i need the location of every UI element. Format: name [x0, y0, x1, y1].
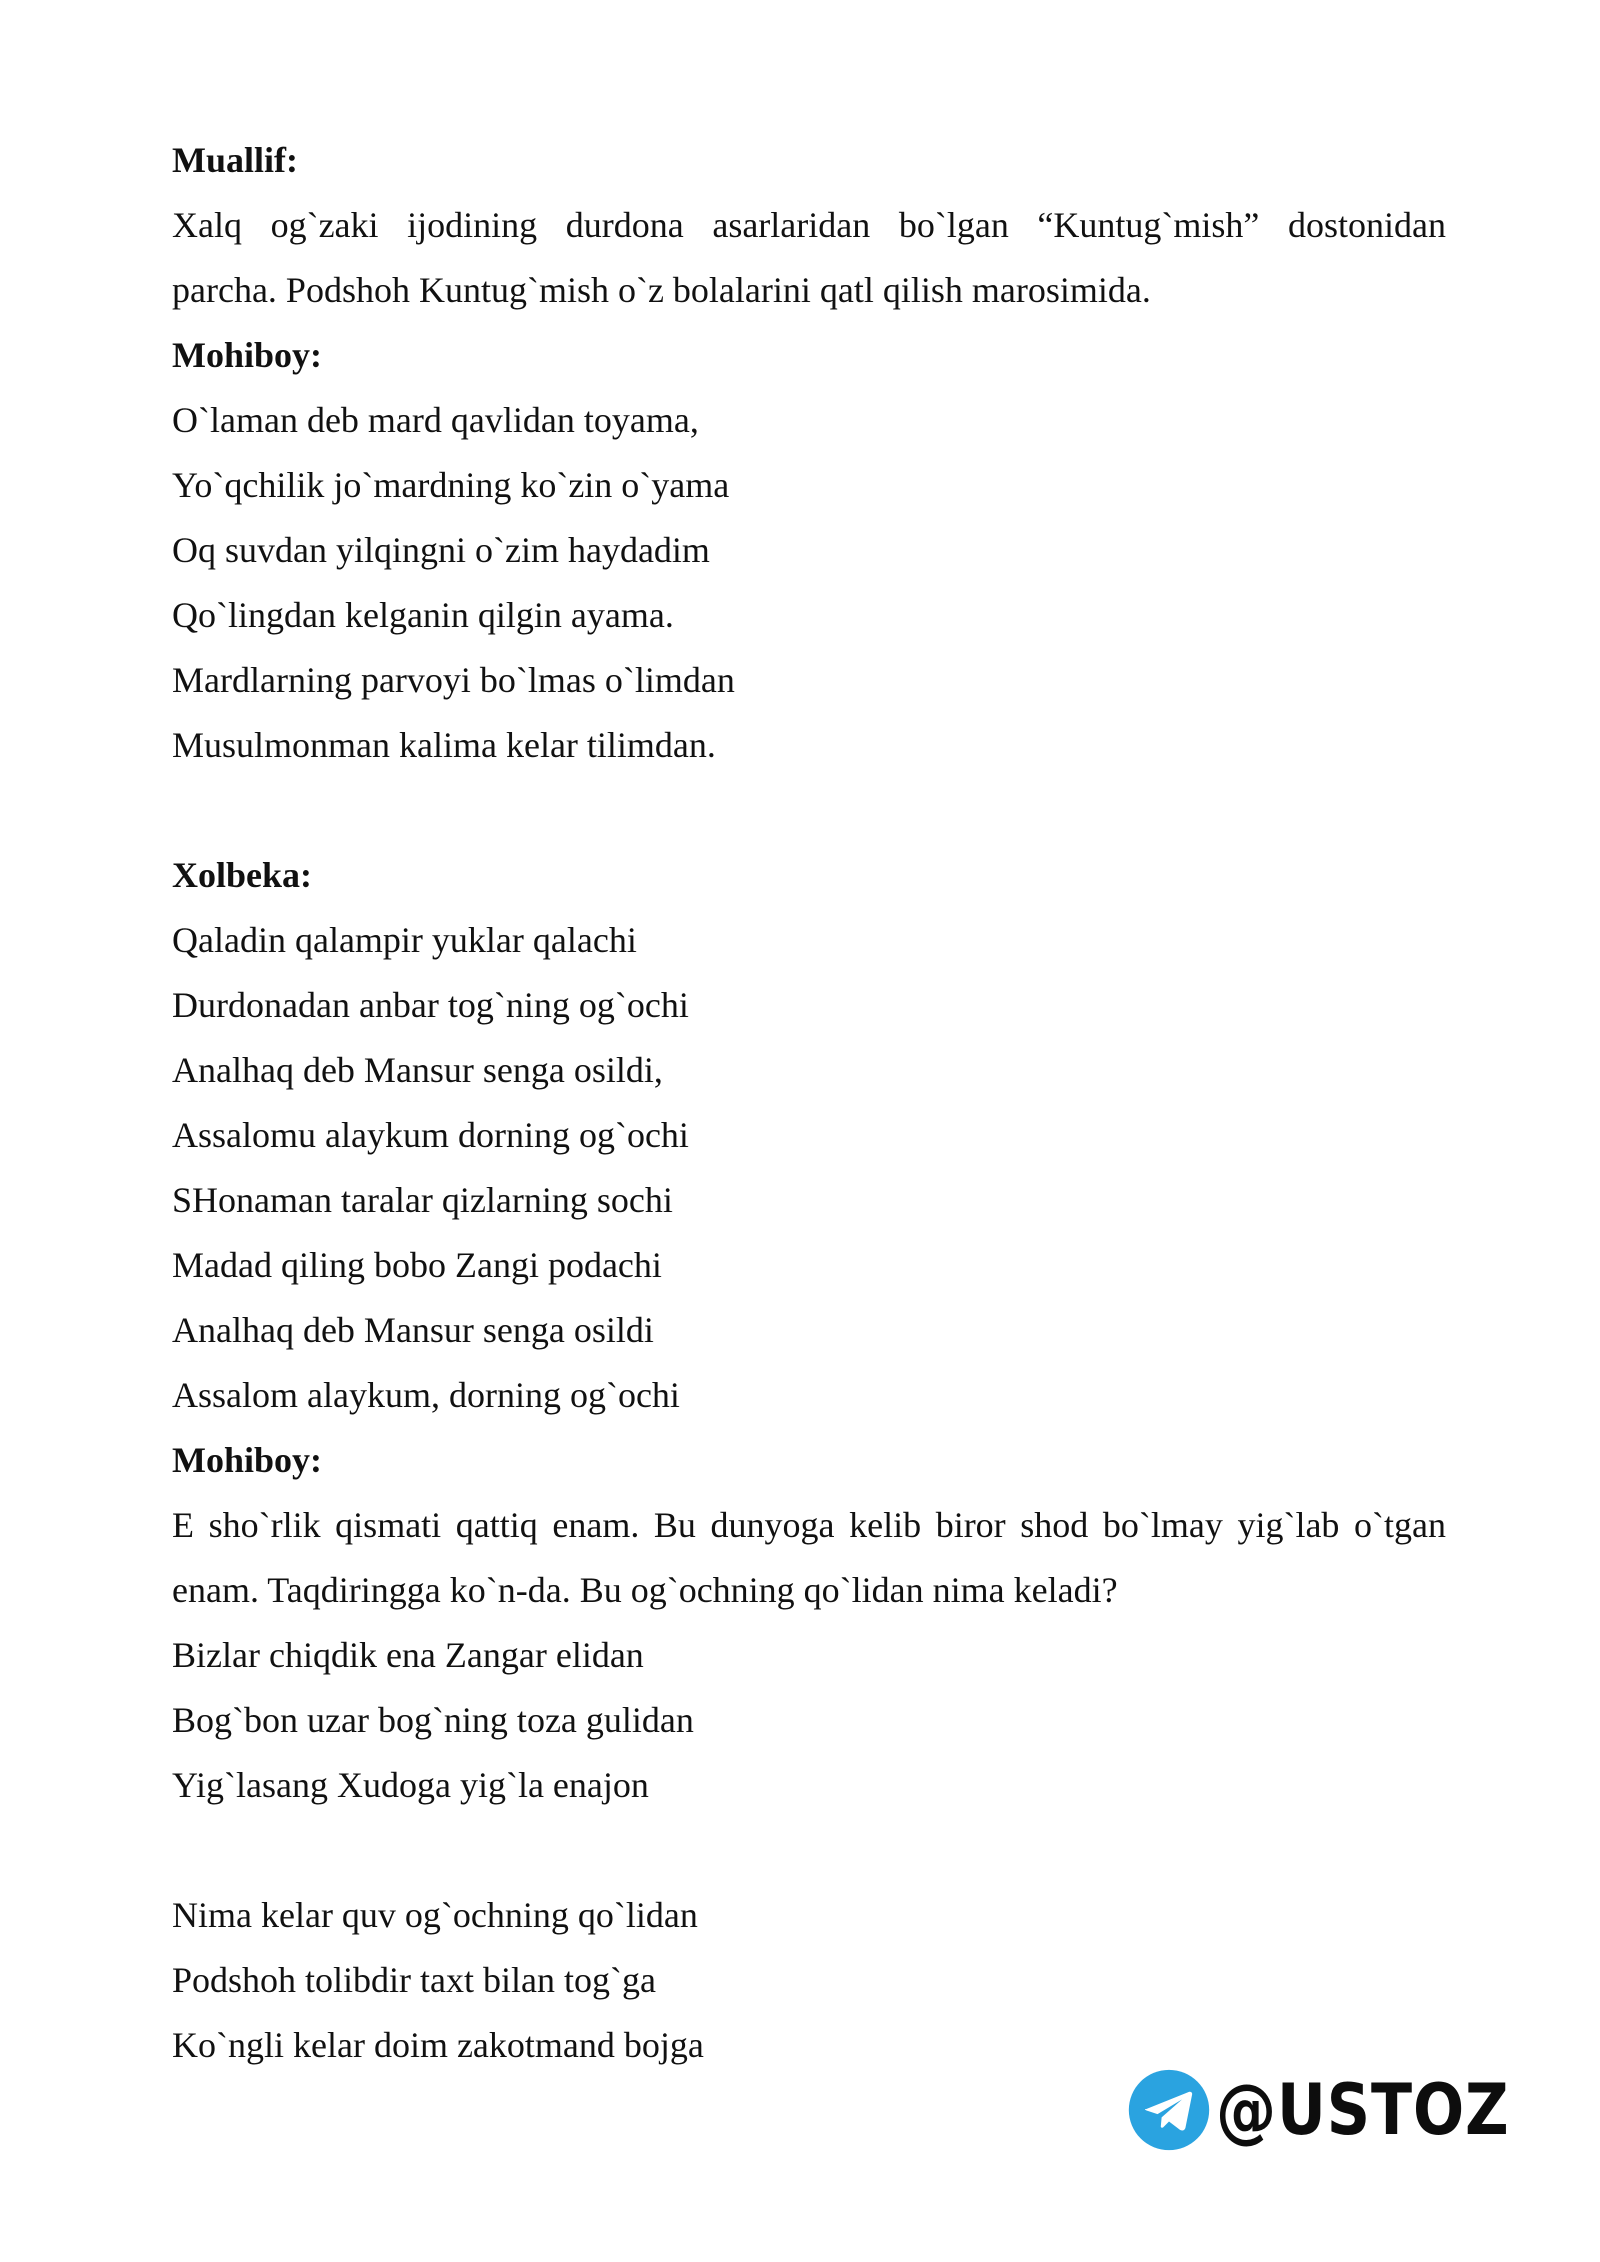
blank-line	[172, 778, 1446, 843]
verse-line: Mardlarning parvoyi bo`lmas o`limdan	[172, 660, 735, 700]
ustoz-watermark	[1128, 2068, 1557, 2152]
verse-line: Yig`lasang Xudoga yig`la enajon	[172, 1765, 649, 1805]
verse-line: Qo`lingdan kelganin qilgin ayama.	[172, 595, 674, 635]
paragraph-line: parcha. Podshoh Kuntug`mish o`z bolalarini qatl qilish marosimida.	[172, 270, 1151, 310]
telegram-icon	[1128, 2069, 1210, 2151]
verse-line: Bog`bon uzar bog`ning toza gulidan	[172, 1700, 694, 1740]
speaker-label: Mohiboy:	[172, 335, 323, 375]
verse-line: Analhaq deb Mansur senga osildi	[172, 1310, 654, 1350]
verse-line: Qaladin qalampir yuklar qalachi	[172, 920, 637, 960]
speaker-label: Mohiboy:	[172, 1440, 323, 1480]
document-page	[172, 128, 1446, 2078]
verse-line: Madad qiling bobo Zangi podachi	[172, 1245, 662, 1285]
verse-line: Musulmonman kalima kelar tilimdan.	[172, 725, 716, 765]
verse-line: Yo`qchilik jo`mardning ko`zin o`yama	[172, 465, 730, 505]
speaker-label: Xolbeka:	[172, 855, 313, 895]
verse-line: Analhaq deb Mansur senga osildi,	[172, 1050, 663, 1090]
verse-line: Nima kelar quv og`ochning qo`lidan	[172, 1895, 698, 1935]
verse-line: Durdonadan anbar tog`ning og`ochi	[172, 985, 689, 1025]
paragraph-line: enam. Taqdiringga ko`n-da. Bu og`ochning qo`lidan nima keladi?	[172, 1570, 1118, 1610]
speaker-label: Muallif:	[172, 140, 298, 180]
blank-line	[172, 1818, 1446, 1883]
verse-line: Ko`ngli kelar doim zakotmand bojga	[172, 2025, 704, 2065]
paragraph-line: Xalq og`zaki ijodining durdona asarlaridan bo`lgan “Kuntug`mish” dostonidan	[172, 205, 1446, 245]
watermark-text: @USTOZ	[1216, 2069, 1510, 2151]
verse-line: SHonaman taralar qizlarning sochi	[172, 1180, 673, 1220]
verse-line: Bizlar chiqdik ena Zangar elidan	[172, 1635, 644, 1675]
verse-line: Assalom alaykum, dorning og`ochi	[172, 1375, 680, 1415]
verse-line: Podshoh tolibdir taxt bilan tog`ga	[172, 1960, 656, 2000]
paragraph-line: E sho`rlik qismati qattiq enam. Bu dunyoga kelib biror shod bo`lmay yig`lab o`tgan	[172, 1505, 1446, 1545]
verse-line: Assalomu alaykum dorning og`ochi	[172, 1115, 689, 1155]
verse-line: Oq suvdan yilqingni o`zim haydadim	[172, 530, 710, 570]
verse-line: O`laman deb mard qavlidan toyama,	[172, 400, 699, 440]
